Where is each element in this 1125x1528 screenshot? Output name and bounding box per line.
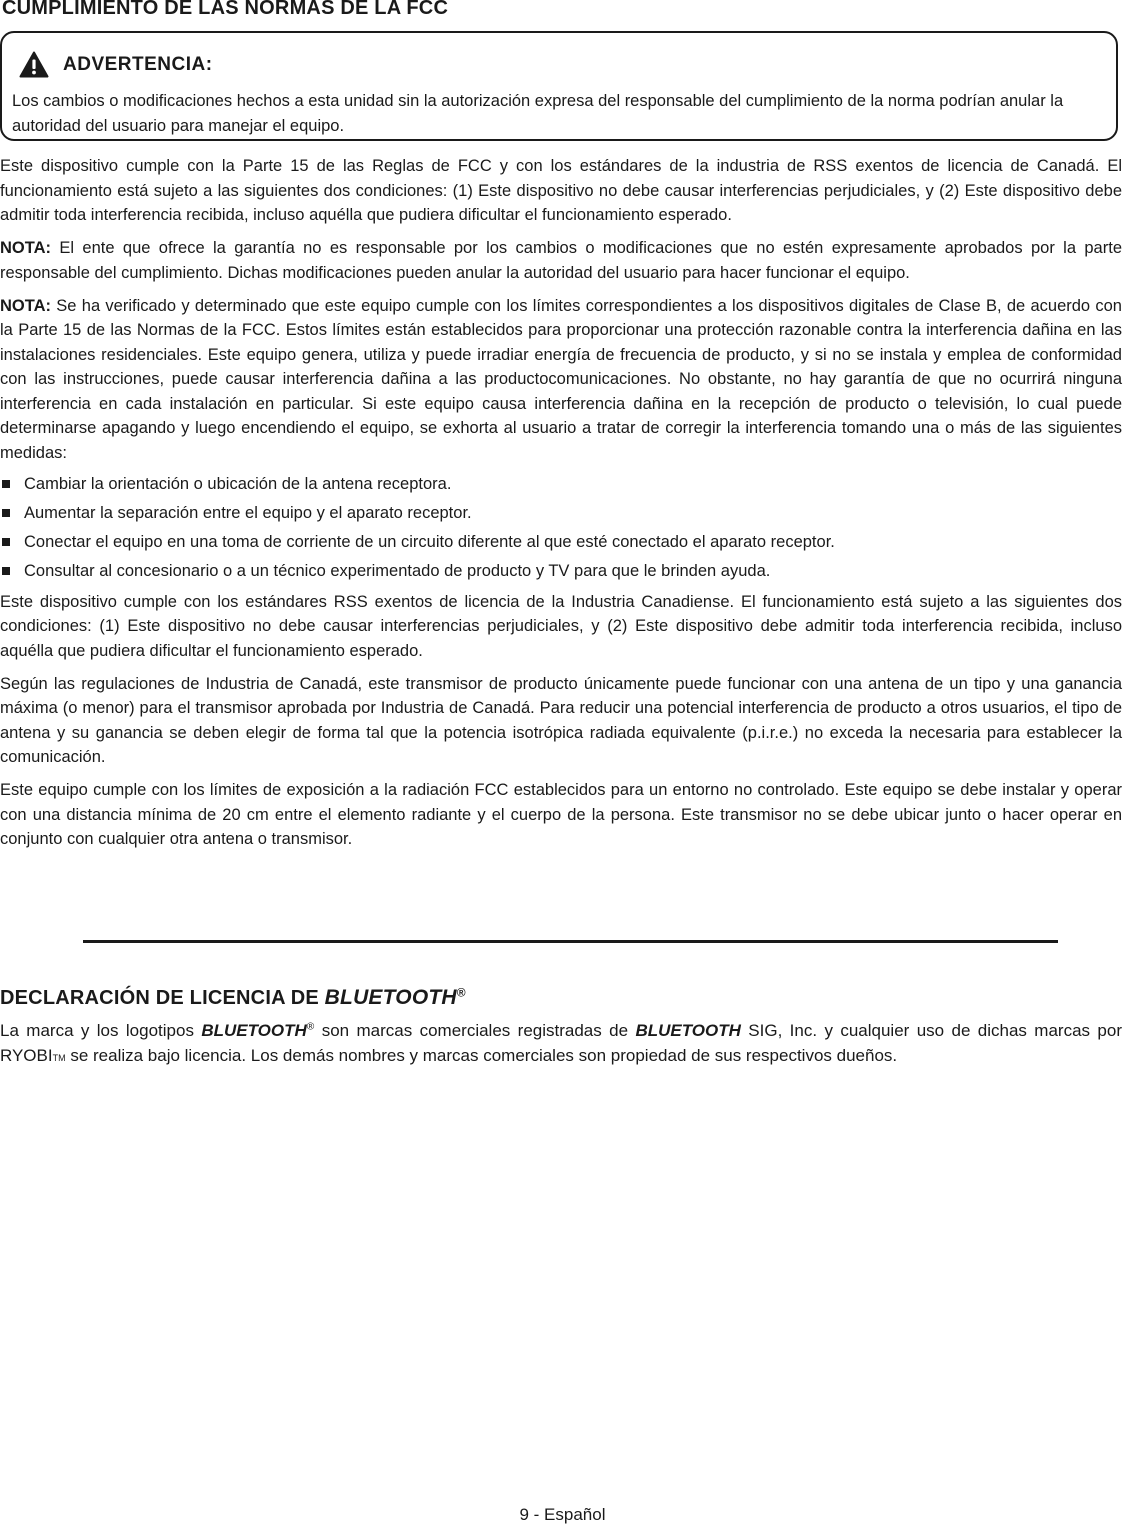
bluetooth-title-prefix: DECLARACIÓN DE LICENCIA DE (0, 987, 325, 1009)
note-text: El ente que ofrece la garantía no es responsable por los cambios o modificaciones que no estén expresamente aprobados por la parte responsable del cumplimiento. Dichas modificaciones pueden anular la autoridad del usuario para hacer funcionar el equipo. (0, 239, 1122, 282)
note-text: Se ha verificado y determinado que este equipo cumple con los límites correspondientes a los dispositivos digitales de Clase B, de acuerdo con la Parte 15 de las Normas de la FCC. Estos límites están establecidos para proporcionar una protección razonable contra la interferencia dañina en las instalaciones residenciales. Este equipo genera, utiliza y puede irradiar energía de frecuencia de producto, y si no se instala y emplea de conformidad con las instrucciones, puede causar interferencia dañina a las productocomunicaciones. No obstante, no hay garantía de que no ocurrirá ninguna interferencia en cada instalación en particular. Si este equipo causa interferencia dañina en la recepción de producto o televisión, lo cual puede determinarse apagando y luego encendiendo el equipo, se exhorta al usuario a tratar de corregir la interferencia tomando una o más de las siguientes medidas: (0, 296, 1122, 462)
text-run: se realiza bajo licencia. Los demás nombres y marcas comerciales son propiedad de sus respectivos dueños. (65, 1046, 898, 1065)
note-label: NOTA: (0, 296, 52, 315)
bullet-square-icon (2, 538, 10, 546)
list-item-text: Consultar al concesionario o a un técnico experimentado de producto y TV para que le brinden ayuda. (24, 561, 771, 580)
paragraph: Este equipo cumple con los límites de exposición a la radiación FCC establecidos para un entorno no controlado. Este equipo se debe instalar y operar con una distancia mínima de 20 cm entre el elemento radiante y el cuerpo de la persona. Este transmisor no se debe ubicar junto o hacer operar en conjunto con cualquier otra antena o transmisor. (0, 781, 1122, 848)
measures-list (0, 474, 1122, 582)
bluetooth-title-brand: BLUETOOTH (324, 986, 457, 1009)
text-run: SIG, Inc. y cualquier uso de dichas marcas por RYOBI (0, 1021, 1122, 1065)
paragraph: Según las regulaciones de Industria de Canadá, este transmisor de producto únicamente puede funcionar con una antena de un tipo y una ganancia máxima (o menor) para el transmisor aprobada por Industria de Canadá. Para reducir una potencial interferencia de producto a otros usuarios, el tipo de antena y su ganancia se deben elegir de forma tal que la potencia isotrópica radiada equivalente (p.i.r.e.) no exceda la necesaria para establecer la comunicación. (0, 674, 1122, 766)
bluetooth-title (0, 985, 466, 1011)
warning-triangle-icon (19, 51, 49, 78)
warning-box (0, 31, 1118, 141)
warning-header (19, 51, 213, 78)
paragraph: Este dispositivo cumple con los estándares RSS exentos de licencia de la Industria Canadiense. El funcionamiento está sujeto a las siguientes dos condiciones: (1) Este dispositivo no debe causar interferencias perjudiciales, y (2) Este dispositivo debe admitir toda interferencia recibida, incluso aquélla que pudiera dificultar el funcionamiento esperado. (0, 592, 1122, 660)
section-title: CUMPLIMIENTO DE LAS NORMAS DE LA FCC (2, 0, 449, 19)
page-footer: 9 - Español (519, 1505, 606, 1524)
note-paragraph (0, 294, 1122, 466)
fcc-body (0, 154, 1122, 860)
note-paragraph (0, 236, 1122, 285)
section-divider (83, 940, 1058, 943)
paragraph: Este dispositivo cumple con la Parte 15 de las Reglas de FCC y con los estándares de la industria de RSS exentos de licencia de Canadá. El funcionamiento está sujeto a las siguientes dos condiciones: (1) Este dispositivo no debe causar interferencias perjudiciales, y (2) Este dispositivo debe admitir toda interferencia recibida, incluso aquélla que pudiera dificultar el funcionamiento esperado. (0, 157, 1122, 224)
note-label: NOTA: (0, 239, 52, 257)
warning-text: Los cambios o modificaciones hechos a esta unidad sin la autorización expresa del responsable del cumplimiento de la norma podrían anular la autoridad del usuario para manejar el equipo. (12, 92, 1064, 135)
text-run: La marca y los logotipos (0, 1021, 202, 1040)
registered-mark: ® (456, 985, 466, 1000)
list-item (0, 561, 1122, 582)
trademark-mark: TM (52, 1053, 66, 1063)
list-item-text: Cambiar la orientación o ubicación de la antena receptora. (24, 474, 452, 493)
text-run: son marcas comerciales registradas de (314, 1021, 636, 1040)
brand-name: BLUETOOTH (201, 1021, 307, 1040)
brand-name: BLUETOOTH (635, 1021, 741, 1040)
list-item (0, 503, 1122, 524)
warning-title: ADVERTENCIA: (63, 53, 213, 75)
bullet-square-icon (2, 509, 10, 517)
list-item (0, 532, 1122, 553)
bullet-square-icon (2, 567, 10, 575)
list-item-text: Aumentar la separación entre el equipo y el aparato receptor. (24, 503, 472, 522)
bluetooth-text (0, 1018, 1122, 1071)
list-item (0, 474, 1122, 495)
registered-mark: ® (306, 1021, 315, 1033)
bullet-square-icon (2, 480, 10, 488)
list-item-text: Conectar el equipo en una toma de corriente de un circuito diferente al que esté conectado el aparato receptor. (24, 532, 835, 551)
